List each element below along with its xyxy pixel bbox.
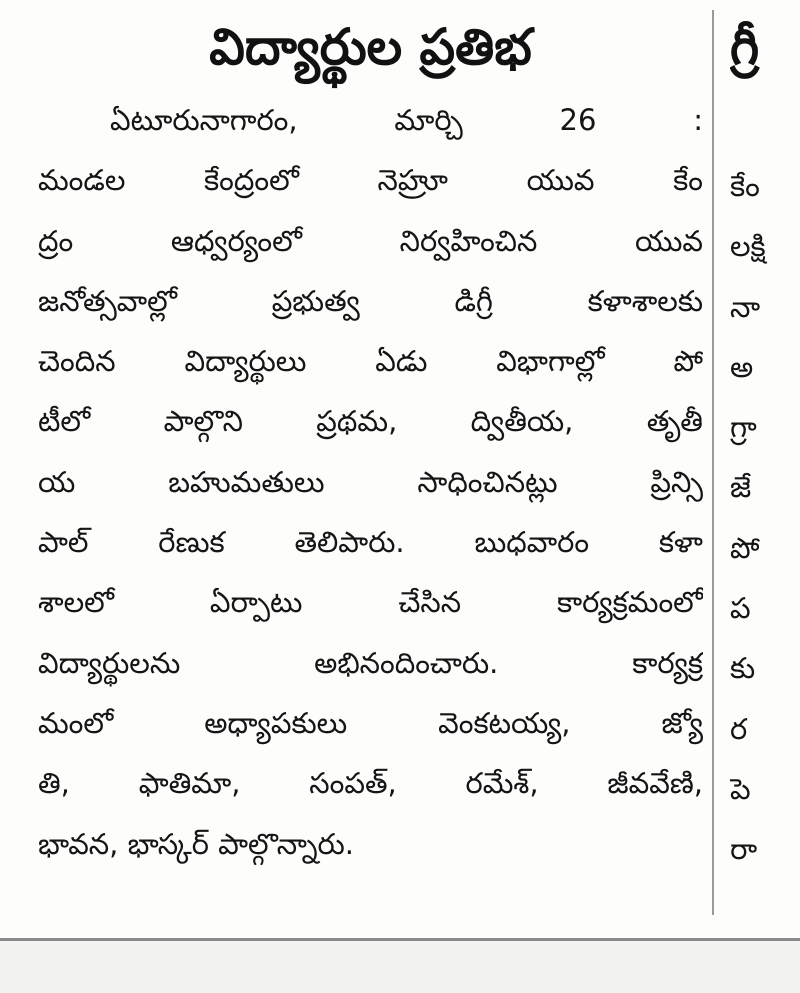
neighbor-line: కేం xyxy=(730,169,760,203)
article-line: మండల కేంద్రంలో నెహ్రూ యువ కేం xyxy=(38,163,703,198)
neighbor-line: రా xyxy=(730,832,758,867)
column-divider xyxy=(712,10,714,915)
article-body xyxy=(38,90,703,874)
article-line: భావన, భాస్కర్ పాల్గొన్నారు. xyxy=(38,826,354,861)
neighbor-line: నా xyxy=(730,289,761,324)
article-line: శాలలో ఏర్పాటు చేసిన కార్యక్రమంలో xyxy=(38,585,703,620)
article-line: టీలో పాల్గొని ప్రథమ, ద్వితీయ, తృతీ xyxy=(38,404,703,439)
article-line: య బహుమతులు సాధించినట్లు ప్రిన్సి xyxy=(38,464,703,499)
neighbor-line: ర xyxy=(730,711,748,746)
neighbor-line: గ్రా xyxy=(730,410,757,445)
neighbor-line: అ xyxy=(730,349,754,384)
neighbor-line: పో xyxy=(730,530,760,565)
article-line: తి, ఫాతిమా, సంపత్, రమేశ్, జీవవేణి, xyxy=(38,766,703,801)
neighbor-line: కు xyxy=(730,651,756,686)
neighbor-headline-fragment: గ్రీ xyxy=(730,18,760,76)
neighbor-line: ప xyxy=(730,591,751,626)
neighbor-column xyxy=(730,0,800,920)
article-line: విద్యార్థులను అభినందించారు. కార్యక్ర xyxy=(38,645,703,680)
article-line: పాల్ రేణుక తెలిపారు. బుధవారం కళా xyxy=(38,525,703,560)
article-line: జనోత్సవాల్లో ప్రభుత్వ డిగ్రీ కళాశాలకు xyxy=(38,283,703,318)
bottom-margin xyxy=(0,941,800,993)
article-column xyxy=(38,0,703,874)
article-line: ఏటూరునాగారం, మార్చి 26 : xyxy=(110,103,703,137)
neighbor-line: లక్షి xyxy=(730,229,766,264)
neighbor-line: జే xyxy=(730,470,752,505)
neighbor-line: పె xyxy=(730,771,751,806)
article-line: ద్రం ఆధ్వర్యంలో నిర్వహించిన యువ xyxy=(38,223,703,258)
article-line: చెందిన విద్యార్థులు ఏడు విభాగాల్లో పో xyxy=(38,344,703,379)
neighbor-body xyxy=(730,156,766,880)
article-headline: విద్యార్థుల ప్రతిభ xyxy=(209,18,532,76)
article-line: మంలో అధ్యాపకులు వెంకటయ్య, జ్యో xyxy=(38,705,703,740)
